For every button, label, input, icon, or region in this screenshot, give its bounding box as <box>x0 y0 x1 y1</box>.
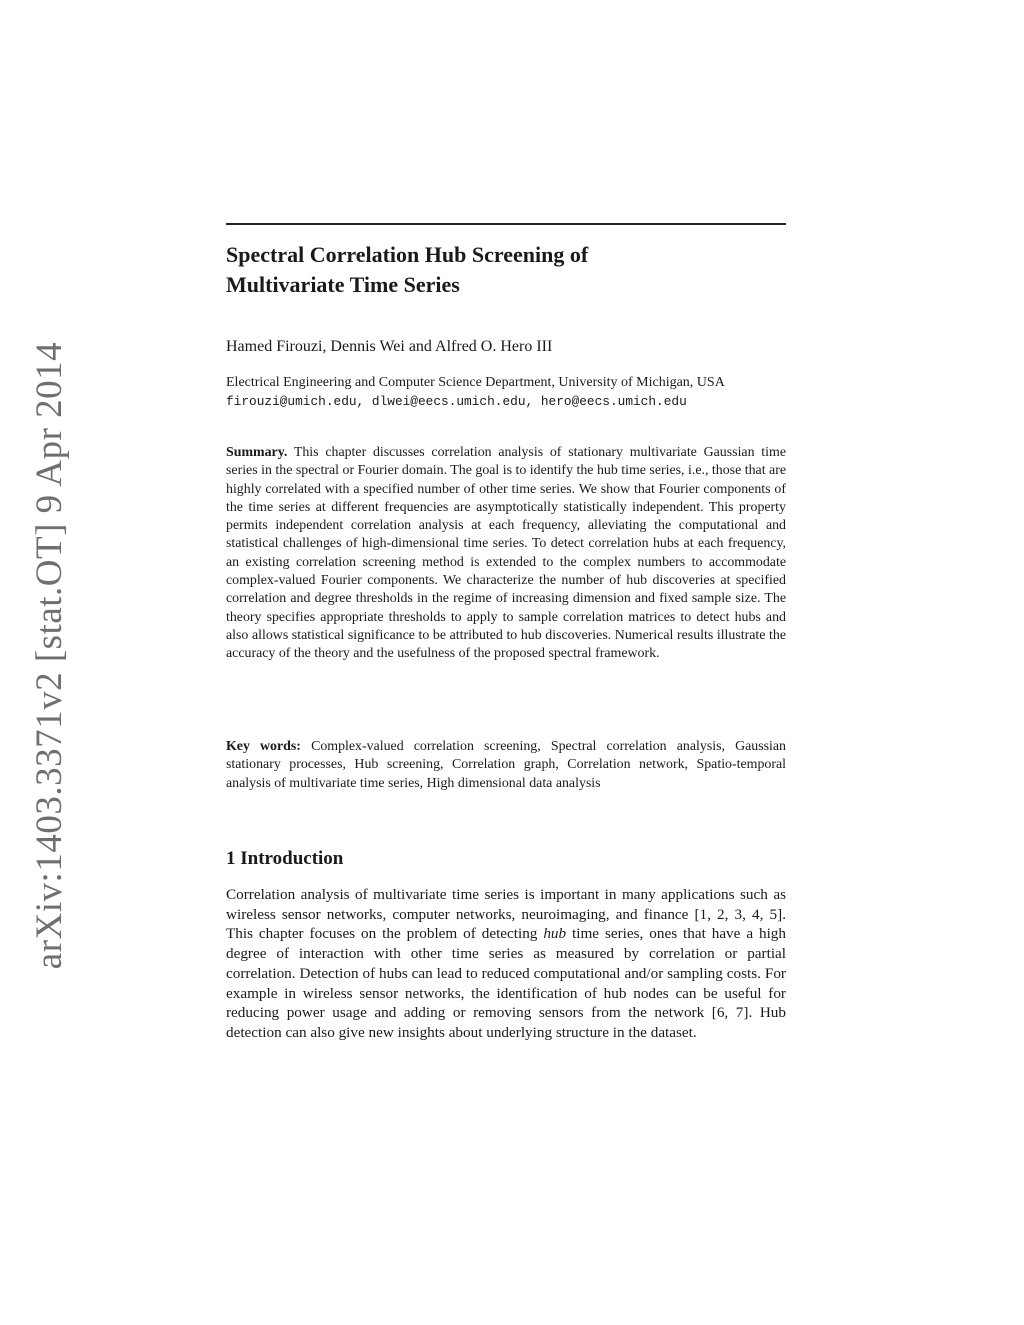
keywords-label: Key words: <box>226 739 301 754</box>
author-list: Hamed Firouzi, Dennis Wei and Alfred O. Hero III <box>226 338 553 355</box>
arxiv-identifier-text: arXiv:1403.3371v2 [stat.OT] 9 Apr 2014 <box>29 341 71 969</box>
intro-text-part-2: time series, ones that have a high degree of interaction with other time series as measured by correlation or partial correlation. Detection of hubs can lead to reduced computational and/or sampling costs. For example in wireless sensor networks, the identification of hub nodes can be useful for reducing power usage and adding or removing sensors from the network [6, 7]. Hub detection can also give new insights about underlying structure in the dataset. <box>226 925 786 1041</box>
affiliation-block <box>226 373 786 411</box>
title-rule <box>226 223 786 225</box>
summary-paragraph <box>226 444 786 664</box>
title-line-1: Spectral Correlation Hub Screening of <box>226 242 589 267</box>
keywords-paragraph <box>226 738 786 793</box>
affiliation-text: Electrical Engineering and Computer Science Department, University of Michigan, USA <box>226 375 725 390</box>
section-heading-introduction: 1 Introduction <box>226 848 344 869</box>
intro-text-part-1: Correlation analysis of multivariate time series is important in many applications such as wireless sensor networks, computer networks, neuroimaging, and finance [1, 2, 3, 4, 5]. This chapter focuses on the problem of detecting <box>226 886 786 943</box>
paper-title <box>226 240 786 300</box>
summary-label: Summary. <box>226 445 288 460</box>
summary-text: This chapter discusses correlation analysis of stationary multivariate Gaussian time series in the spectral or Fourier domain. The goal is to identify the hub time series, i.e., those that are highly correlated with a specified number of other time series. We show that Fourier components of the time series at different frequencies are asymptotically statistically independent. This property permits independent correlation analysis at each frequency, alleviating the computational and statistical challenges of high-dimensional time series. To detect correlation hubs at each frequency, an existing correlation screening method is extended to the complex numbers to accommodate complex-valued Fourier components. We characterize the number of hub discoveries at specified correlation and degree thresholds in the regime of increasing dimension and fixed sample size. The theory specifies appropriate thresholds to apply to sample correlation matrices to detect hubs and also allows statistical significance to be attributed to hub discoveries. Numerical results illustrate the accuracy of the theory and the usefulness of the proposed spectral framework. <box>226 445 786 662</box>
author-emails: firouzi@umich.edu, dlwei@eecs.umich.edu, hero@eecs.umich.edu <box>226 394 687 409</box>
arxiv-identifier-stamp <box>12 341 88 969</box>
keywords-text: Complex-valued correlation screening, Spectral correlation analysis, Gaussian stationary processes, Hub screening, Correlation graph, Correlation network, Spatio-temporal analysis of multivariate time series, High dimensional data analysis <box>226 739 786 791</box>
intro-hub-term: hub <box>543 925 567 943</box>
introduction-paragraph <box>226 885 786 1043</box>
title-line-2: Multivariate Time Series <box>226 272 460 297</box>
